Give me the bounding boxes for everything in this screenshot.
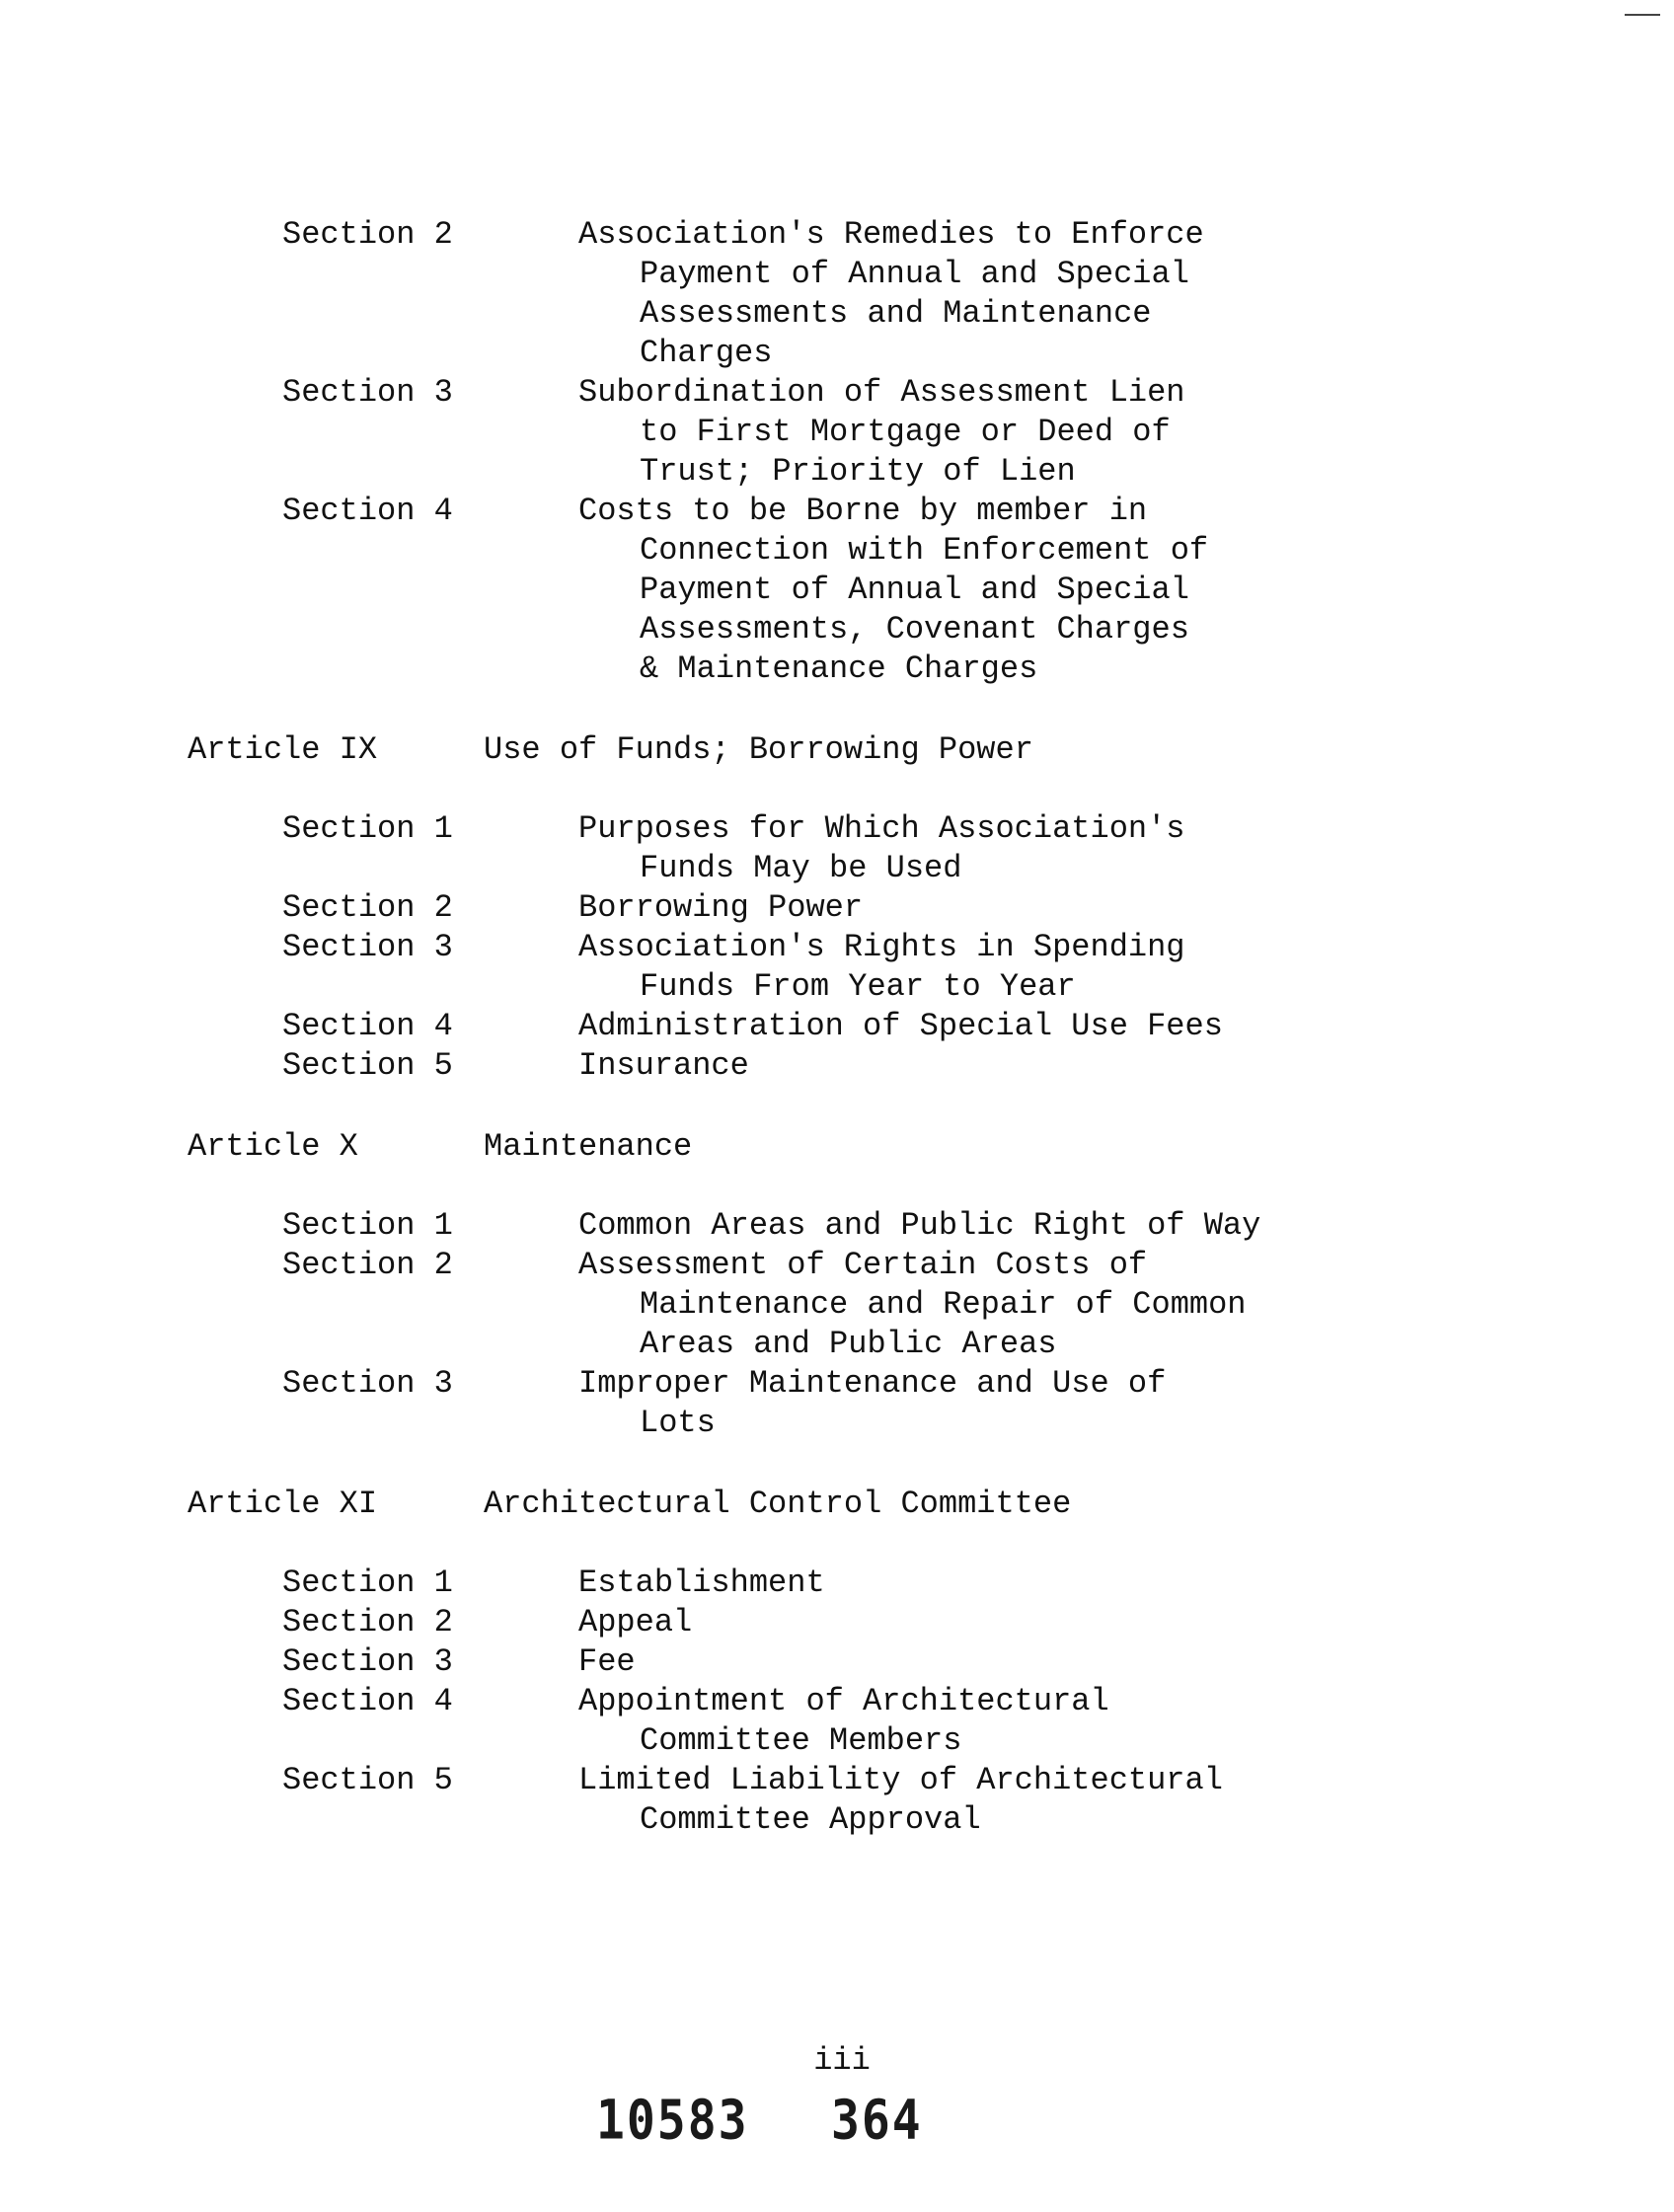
section-title <box>578 1007 1674 1046</box>
section-label: Section 3 <box>282 374 453 411</box>
title-line: Maintenance <box>484 1128 693 1165</box>
toc-section-entry <box>0 1007 1674 1046</box>
toc-section-entry <box>0 1564 1674 1603</box>
section-label: Section 1 <box>282 1207 453 1244</box>
title-line: Assessment of Certain Costs of <box>578 1247 1148 1283</box>
article-title <box>484 1485 1674 1524</box>
section-title <box>578 1603 1674 1642</box>
title-line: to First Mortgage or Deed of <box>640 414 1171 450</box>
title-line: Limited Liability of Architectural <box>578 1762 1223 1798</box>
toc-section-entry <box>0 1603 1674 1642</box>
title-line: Payment of Annual and Special <box>640 572 1189 608</box>
section-title <box>578 928 1674 1007</box>
section-title <box>578 492 1674 689</box>
title-line: Use of Funds; Borrowing Power <box>484 731 1033 768</box>
section-label: Section 3 <box>282 1365 453 1402</box>
article-title <box>484 1127 1674 1167</box>
section-title <box>578 1642 1674 1682</box>
section-title <box>578 1246 1674 1364</box>
section-label: Section 5 <box>282 1047 453 1084</box>
title-line: Borrowing Power <box>578 889 864 926</box>
section-label: Section 5 <box>282 1762 453 1798</box>
section-label: Section 4 <box>282 493 453 529</box>
section-label: Section 2 <box>282 889 453 926</box>
title-line: Assessments, Covenant Charges <box>640 611 1189 648</box>
title-line: Fee <box>578 1643 636 1680</box>
section-label: Section 4 <box>282 1683 453 1719</box>
title-line: Administration of Special Use Fees <box>578 1008 1223 1044</box>
title-line: Purposes for Which Association's <box>578 810 1185 847</box>
toc-article-entry <box>0 1485 1674 1524</box>
toc-section-entry <box>0 888 1674 928</box>
title-line: Assessments and Maintenance <box>640 295 1152 332</box>
title-line: Improper Maintenance and Use of <box>578 1365 1167 1402</box>
section-label: Section 4 <box>282 1008 453 1044</box>
toc-section-entry <box>0 1046 1674 1086</box>
toc-section-entry <box>0 1246 1674 1364</box>
toc-section-entry <box>0 1761 1674 1840</box>
section-label: Section 2 <box>282 1247 453 1283</box>
title-line: Committee Approval <box>640 1801 981 1838</box>
article-title <box>484 730 1674 770</box>
title-line: Common Areas and Public Right of Way <box>578 1207 1261 1244</box>
title-line: Appointment of Architectural <box>578 1683 1109 1719</box>
title-line: Trust; Priority of Lien <box>640 453 1076 490</box>
section-label: Section 3 <box>282 929 453 965</box>
toc-section-entry <box>0 1682 1674 1761</box>
title-line: Lots <box>640 1405 716 1441</box>
section-title <box>578 215 1674 373</box>
title-line: Insurance <box>578 1047 749 1084</box>
toc-section-entry <box>0 1364 1674 1443</box>
section-title <box>578 373 1674 492</box>
corner-mark <box>1625 14 1660 16</box>
title-line: Funds From Year to Year <box>640 968 1076 1005</box>
section-title <box>578 809 1674 888</box>
section-label: Section 3 <box>282 1643 453 1680</box>
title-line: Committee Members <box>640 1722 962 1759</box>
title-line: & Maintenance Charges <box>640 650 1038 687</box>
section-title <box>578 1046 1674 1086</box>
section-title <box>578 1682 1674 1761</box>
title-line: Appeal <box>578 1604 693 1640</box>
toc-section-entry <box>0 215 1674 373</box>
title-line: Areas and Public Areas <box>640 1326 1057 1362</box>
recording-stamp-book: 10583 <box>596 2088 749 2153</box>
section-title <box>578 888 1674 928</box>
toc-section-entry <box>0 1642 1674 1682</box>
section-label: Section 1 <box>282 1564 453 1601</box>
title-line: Payment of Annual and Special <box>640 256 1189 292</box>
section-title <box>578 1364 1674 1443</box>
toc-section-entry <box>0 928 1674 1007</box>
table-of-contents <box>0 215 1674 1840</box>
title-line: Association's Rights in Spending <box>578 929 1185 965</box>
title-line: Costs to be Borne by member in <box>578 493 1148 529</box>
title-line: Subordination of Assessment Lien <box>578 374 1185 411</box>
title-line: Association's Remedies to Enforce <box>578 216 1204 253</box>
article-label: Article IX <box>188 731 378 768</box>
page-number: iii <box>813 2042 871 2079</box>
section-label: Section 2 <box>282 1604 453 1640</box>
toc-article-entry <box>0 730 1674 770</box>
section-label: Section 1 <box>282 810 453 847</box>
section-title <box>578 1206 1674 1246</box>
title-line: Establishment <box>578 1564 825 1601</box>
toc-section-entry <box>0 1206 1674 1246</box>
section-title <box>578 1564 1674 1603</box>
title-line: Maintenance and Repair of Common <box>640 1286 1247 1323</box>
article-label: Article X <box>188 1128 358 1165</box>
section-label: Section 2 <box>282 216 453 253</box>
title-line: Connection with Enforcement of <box>640 532 1209 569</box>
toc-section-entry <box>0 492 1674 689</box>
toc-section-entry <box>0 809 1674 888</box>
article-label: Article XI <box>188 1486 378 1522</box>
title-line: Charges <box>640 335 773 371</box>
recording-stamp-page: 364 <box>831 2088 923 2153</box>
toc-section-entry <box>0 373 1674 492</box>
title-line: Architectural Control Committee <box>484 1486 1072 1522</box>
section-title <box>578 1761 1674 1840</box>
title-line: Funds May be Used <box>640 850 962 886</box>
toc-article-entry <box>0 1127 1674 1167</box>
